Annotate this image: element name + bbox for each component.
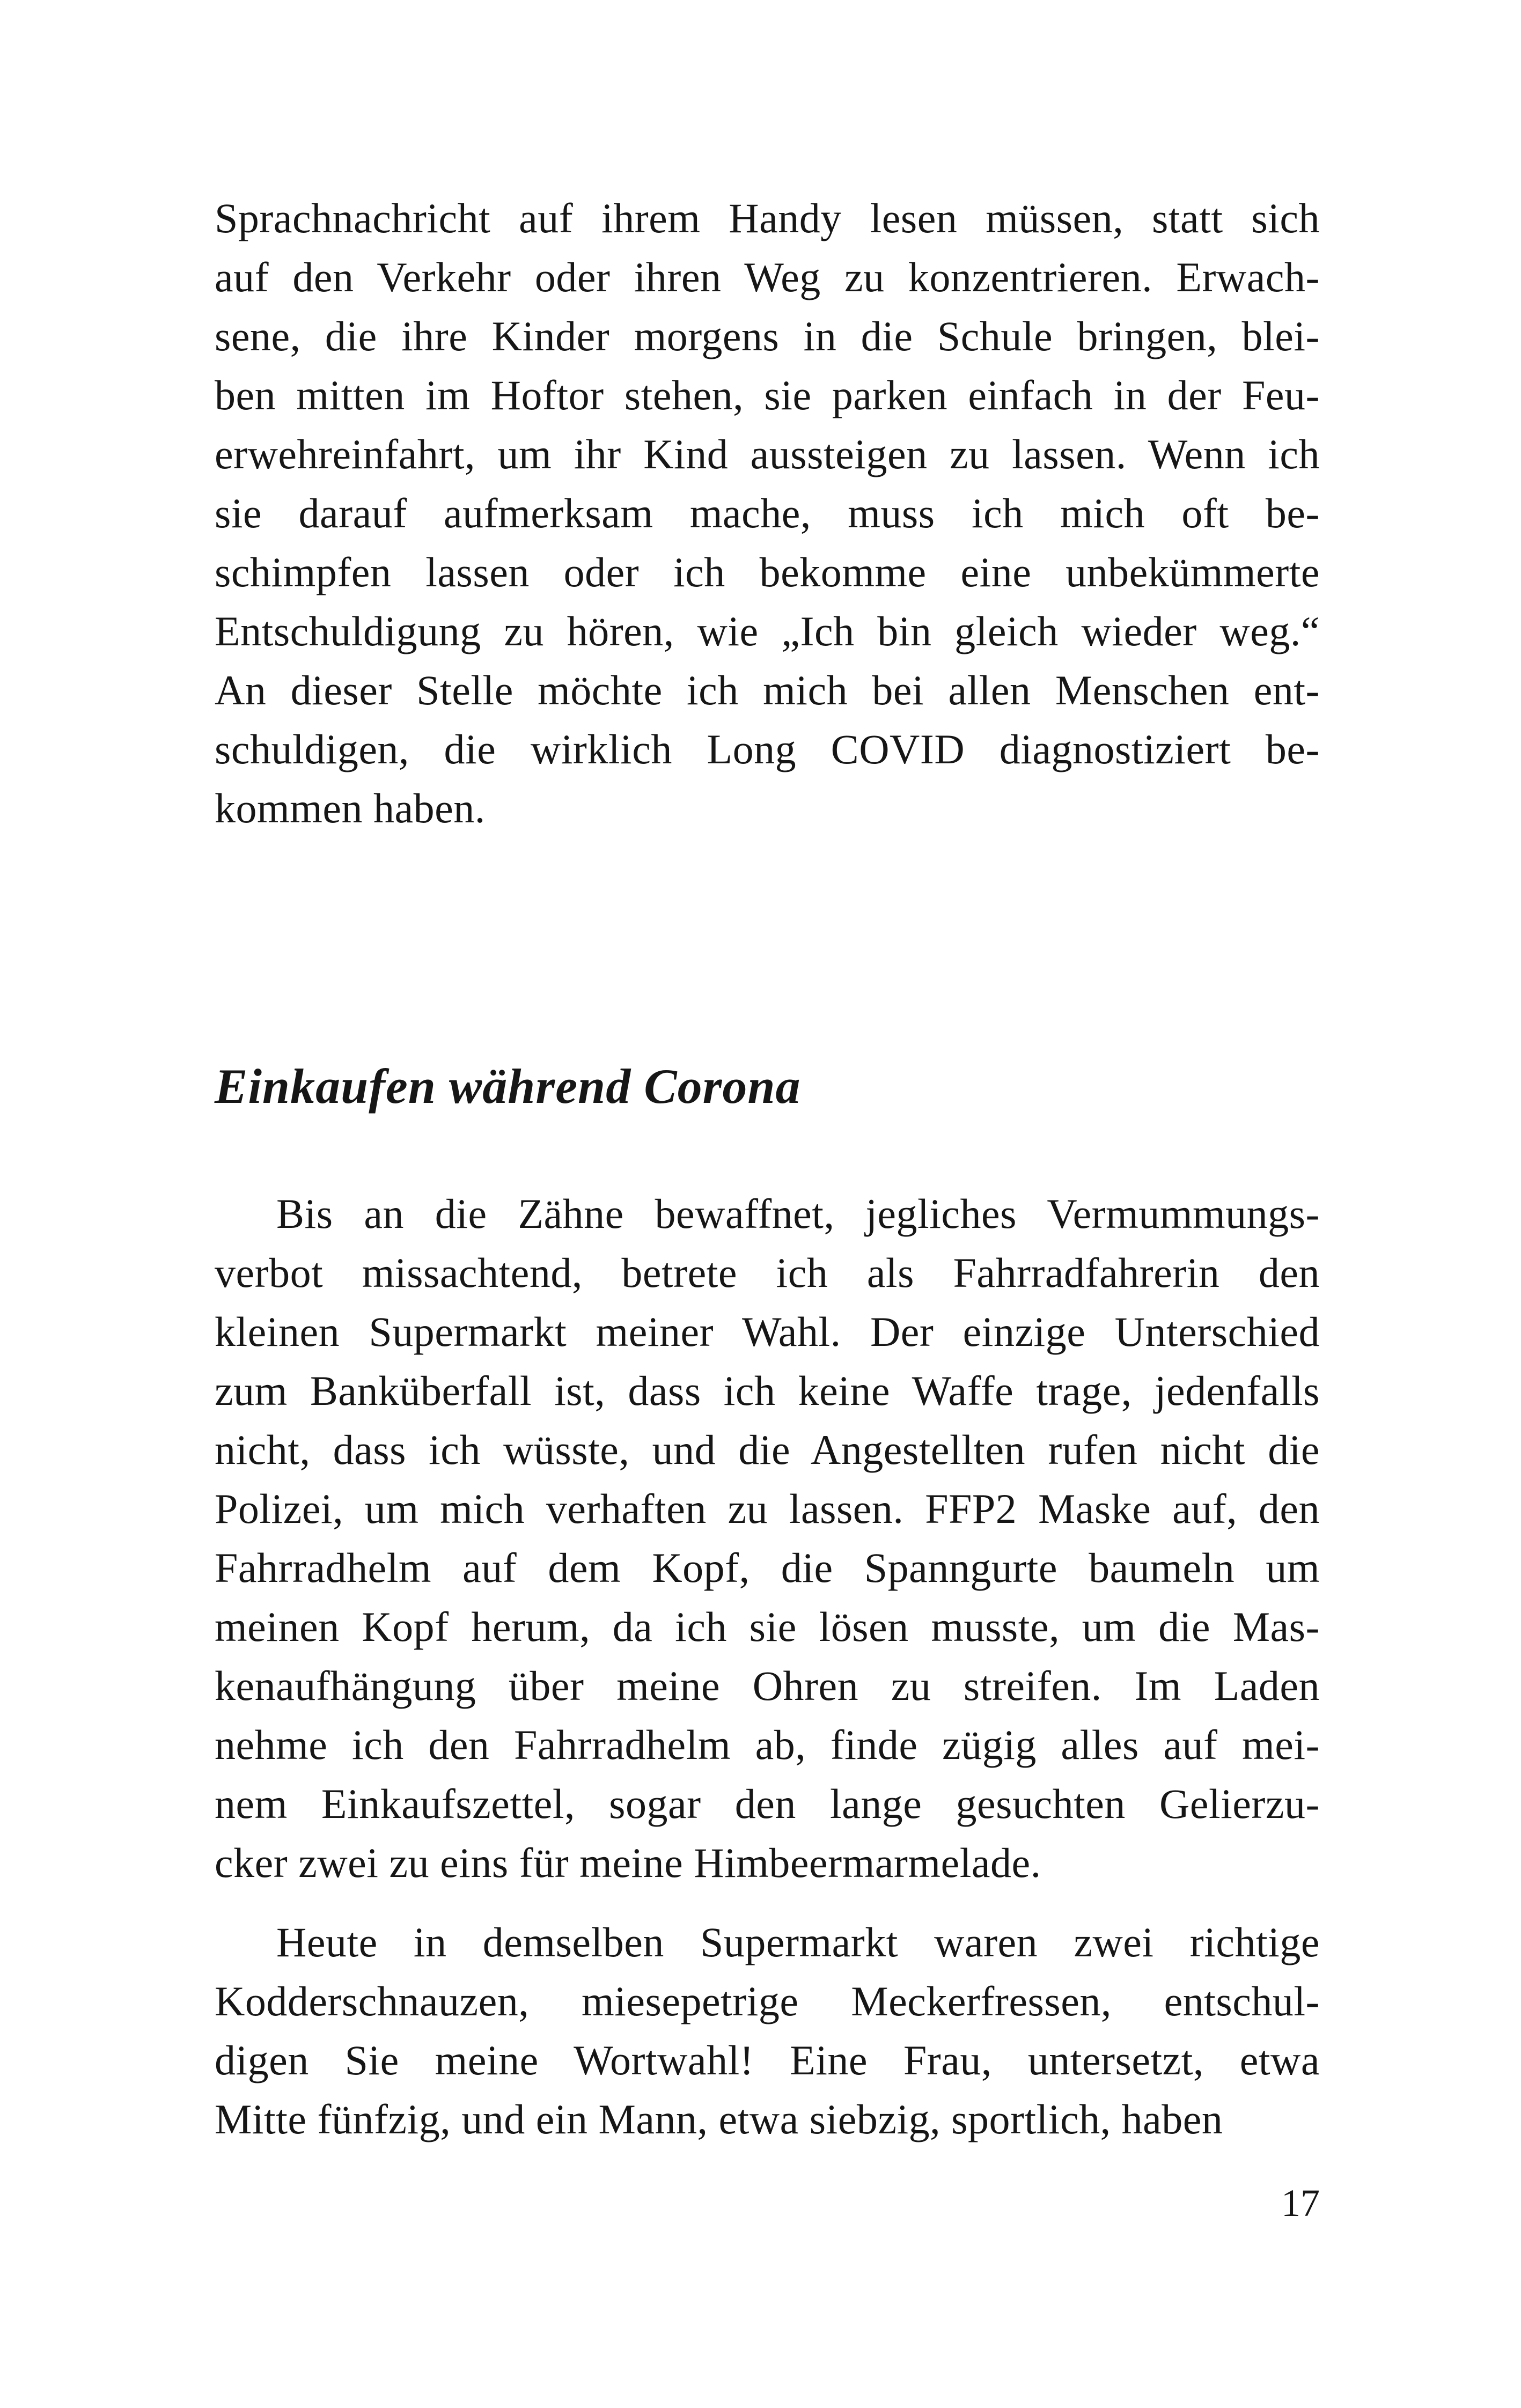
- text-line: Polizei, um mich verhaften zu lassen. FFP2 Maske auf, den: [215, 1485, 1320, 1532]
- section-heading: Einkaufen während Corona: [215, 1059, 801, 1114]
- text-line: cker zwei zu eins für meine Himbeermarmelade.: [215, 1839, 1041, 1886]
- text-line: schimpfen lassen oder ich bekomme eine unbekümmerte: [215, 549, 1320, 595]
- text-line: sene, die ihre Kinder morgens in die Schule bringen, blei-: [215, 313, 1320, 359]
- text-line: Heute in demselben Supermarkt waren zwei richtige: [276, 1919, 1320, 1965]
- text-line: Sprachnachricht auf ihrem Handy lesen müssen, statt sich: [215, 195, 1320, 241]
- text-line: kenaufhängung über meine Ohren zu streifen. Im Laden: [215, 1662, 1320, 1709]
- text-line: Kodderschnauzen, miesepetrige Meckerfressen, entschul-: [215, 1978, 1320, 2024]
- text-line: verbot missachtend, betrete ich als Fahrradfahrerin den: [215, 1249, 1320, 1296]
- text-line: nem Einkaufszettel, sogar den lange gesuchten Gelierzu-: [215, 1780, 1320, 1827]
- text-block: [215, 189, 1320, 2149]
- page-number: 17: [1281, 2182, 1320, 2225]
- text-line: zum Banküberfall ist, dass ich keine Waffe trage, jedenfalls: [215, 1367, 1320, 1414]
- text-line: meinen Kopf herum, da ich sie lösen musste, um die Mas-: [215, 1603, 1320, 1650]
- text-line: erwehreinfahrt, um ihr Kind aussteigen zu lassen. Wenn ich: [215, 431, 1320, 477]
- text-line: An dieser Stelle möchte ich mich bei allen Menschen ent-: [215, 667, 1320, 713]
- paragraph: [215, 1184, 1320, 1892]
- text-line: Fahrradhelm auf dem Kopf, die Spanngurte baumeln um: [215, 1544, 1320, 1591]
- text-line: kommen haben.: [215, 785, 486, 831]
- text-line: Mitte fünfzig, und ein Mann, etwa siebzig, sportlich, haben: [215, 2096, 1223, 2142]
- text-line: Bis an die Zähne bewaffnet, jegliches Vermummungs-: [276, 1190, 1320, 1237]
- text-line: sie darauf aufmerksam mache, muss ich mich oft be-: [215, 490, 1320, 536]
- text-line: ben mitten im Hoftor stehen, sie parken einfach in der Feu-: [215, 372, 1320, 418]
- text-line: digen Sie meine Wortwahl! Eine Frau, untersetzt, etwa: [215, 2037, 1320, 2083]
- text-line: Entschuldigung zu hören, wie „Ich bin gleich wieder weg.“: [215, 608, 1320, 654]
- paragraph: [215, 189, 1320, 838]
- text-line: auf den Verkehr oder ihren Weg zu konzentrieren. Erwach-: [215, 254, 1320, 300]
- text-line: nicht, dass ich wüsste, und die Angestellten rufen nicht die: [215, 1426, 1320, 1473]
- text-line: schuldigen, die wirklich Long COVID diagnostiziert be-: [215, 726, 1320, 772]
- paragraph: [215, 1913, 1320, 2149]
- text-line: nehme ich den Fahrradhelm ab, finde zügig alles auf mei-: [215, 1721, 1320, 1768]
- text-line: kleinen Supermarkt meiner Wahl. Der einzige Unterschied: [215, 1308, 1320, 1355]
